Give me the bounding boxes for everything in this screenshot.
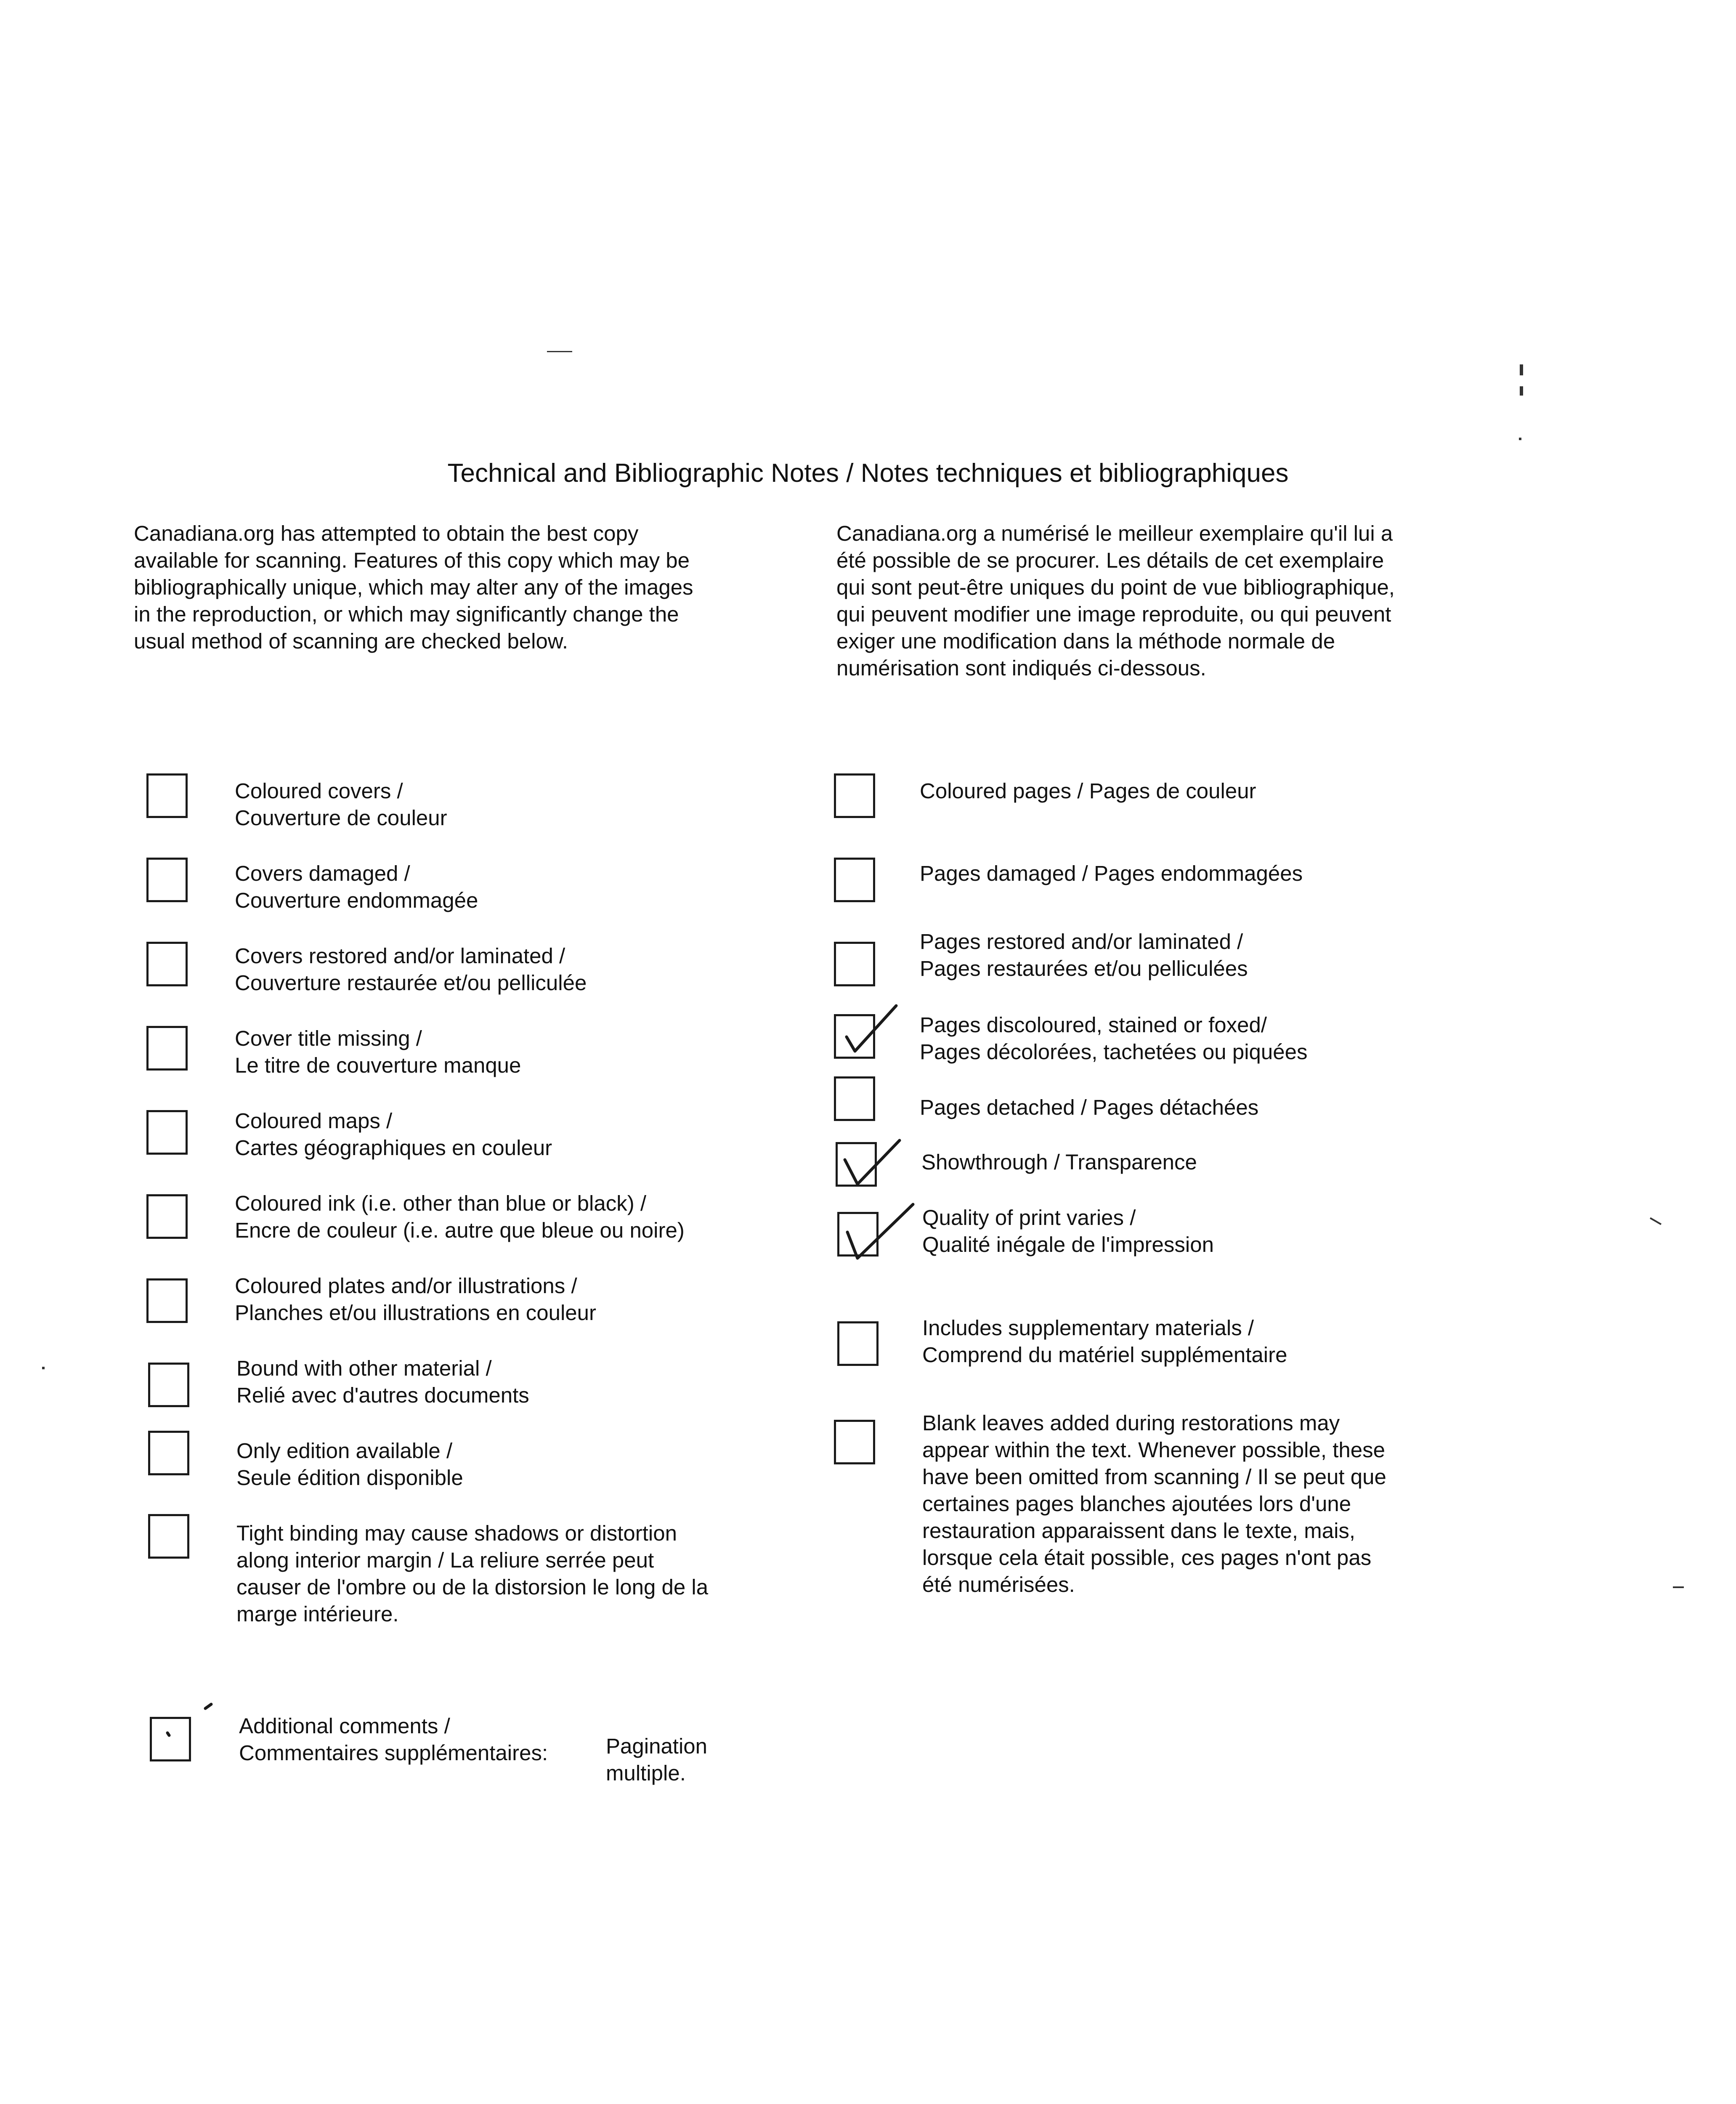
checkbox[interactable] [834, 773, 875, 818]
checkbox[interactable] [837, 1321, 879, 1366]
scan-speck [1520, 386, 1523, 396]
checklist-item-label: Pages discoloured, stained or foxed/ Pages décolorées, tachetées ou piquées [920, 1013, 1308, 1064]
checklist-item-label: Quality of print varies / Qualité inégale de l'impression [922, 1206, 1214, 1257]
checklist-item-label: Coloured plates and/or illustrations / Planches et/ou illustrations en couleur [235, 1274, 597, 1325]
checkbox[interactable] [146, 1278, 188, 1323]
checklist-item-label: Bound with other material / Relié avec d'autres documents [236, 1356, 529, 1407]
checklist-item-label: Pages detached / Pages détachées [920, 1095, 1259, 1119]
scan-speck [1519, 438, 1521, 440]
intro-french: Canadiana.org a numérisé le meilleur exemplaire qu'il lui a été possible de se procurer. Les détails de cet exemplaire qui sont peut-être uniques du point de vue bibliographique, qui peuvent modifier une image reproduite, ou qui peuvent exiger une modification dans la méthode normale de numérisation sont indiqués ci-dessous. [836, 521, 1395, 680]
checkbox[interactable] [834, 942, 875, 986]
additional-comments-label: Additional comments / Commentaires supplémentaires: [239, 1714, 548, 1765]
checkbox[interactable] [146, 1194, 188, 1239]
additional-comments-value: Pagination multiple. [606, 1734, 708, 1785]
checkmark-icon [160, 1700, 219, 1759]
checklist-item-label: Pages restored and/or laminated / Pages restaurées et/ou pelliculées [920, 930, 1248, 980]
checklist-item-label: Coloured ink (i.e. other than blue or black) / Encre de couleur (i.e. autre que bleue ou noire) [235, 1191, 685, 1242]
page-title: Technical and Bibliographic Notes / Notes techniques et bibliographiques [447, 459, 1289, 488]
scan-speck [1673, 1586, 1684, 1588]
scan-speck [42, 1367, 45, 1369]
checkmark-icon [837, 1195, 921, 1267]
checklist-item-label: Tight binding may cause shadows or distortion along interior margin / La reliure serrée peut causer de l'ombre ou de la distorsion le long de la marge intérieure. [236, 1521, 709, 1626]
checklist-item-label: Covers restored and/or laminated / Couverture restaurée et/ou pelliculée [235, 944, 587, 995]
checklist-item-label: Showthrough / Transparence [921, 1150, 1197, 1174]
checklist-item-label: Blank leaves added during restorations may appear within the text. Whenever possible, these have been omitted from scanning / Il se peut que certaines pages blanches ajoutées lors d'une restauration apparaissent dans le texte, mais, lorsque cela était possible, ces pages n'ont pas été numérisées. [922, 1411, 1386, 1597]
checkbox[interactable] [834, 858, 875, 902]
checkmark-icon [837, 1002, 905, 1060]
checkbox[interactable] [146, 858, 188, 902]
checkbox[interactable] [148, 1363, 189, 1407]
checkmark-icon [837, 1132, 909, 1191]
checkbox[interactable] [146, 1110, 188, 1155]
checklist-item-label: Includes supplementary materials / Comprend du matériel supplémentaire [922, 1316, 1287, 1367]
checkbox[interactable] [148, 1431, 189, 1475]
checklist-item-label: Covers damaged / Couverture endommagée [235, 861, 478, 912]
scan-speck [1520, 364, 1523, 375]
checklist-item-label: Coloured covers / Couverture de couleur [235, 779, 447, 830]
checkbox[interactable] [146, 773, 188, 818]
checklist-item-label: Coloured pages / Pages de couleur [920, 779, 1256, 803]
checkbox[interactable] [834, 1076, 875, 1121]
checklist-item-label: Cover title missing / Le titre de couverture manque [235, 1026, 521, 1077]
checklist-item-label: Pages damaged / Pages endommagées [920, 861, 1303, 885]
checkbox[interactable] [146, 1026, 188, 1071]
intro-english: Canadiana.org has attempted to obtain the best copy available for scanning. Features of this copy which may be bibliographically unique, which may alter any of the images in the reproduction, or which may significantly change the usual method of scanning are checked below. [134, 521, 693, 653]
checkbox[interactable] [146, 942, 188, 986]
scan-speck [547, 351, 572, 352]
scan-speck [1650, 1217, 1662, 1225]
checklist-item-label: Only edition available / Seule édition disponible [236, 1439, 463, 1490]
checklist-item-label: Coloured maps / Cartes géographiques en couleur [235, 1109, 552, 1160]
checkbox[interactable] [148, 1514, 189, 1559]
checkbox[interactable] [834, 1420, 875, 1464]
